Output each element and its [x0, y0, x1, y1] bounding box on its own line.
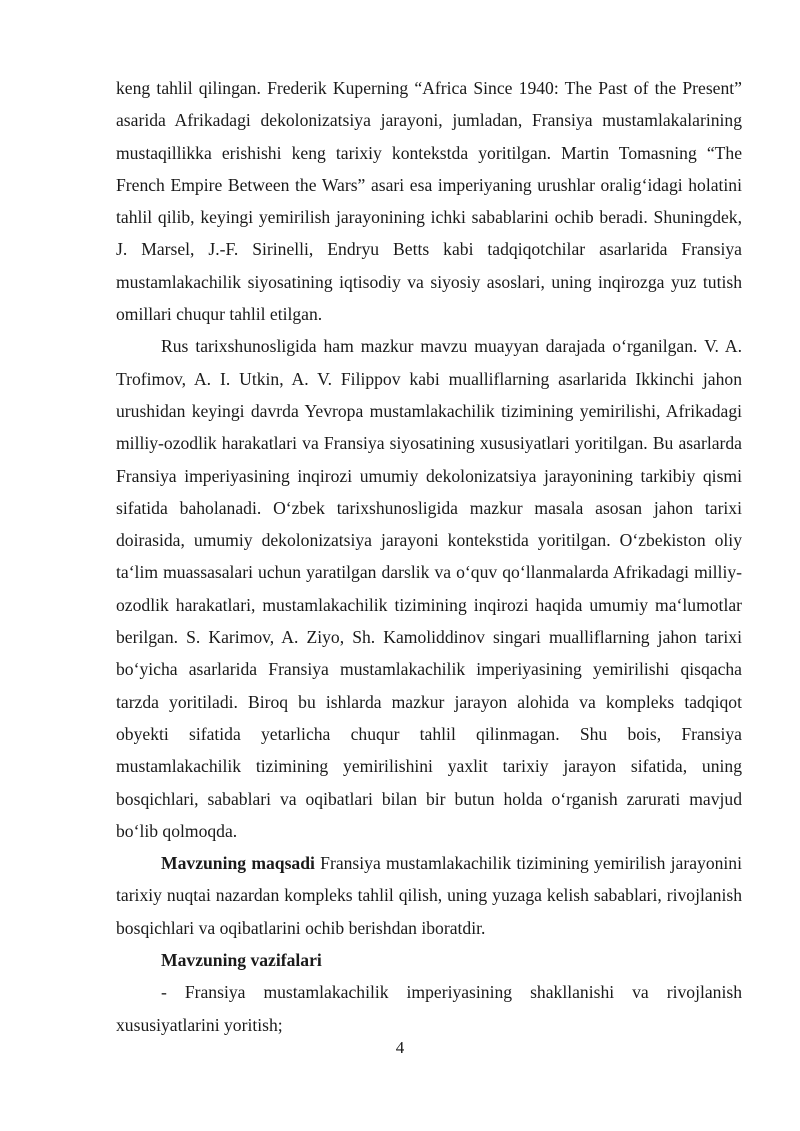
- tasks-heading: Mavzuning vazifalari: [161, 950, 322, 971]
- body-text: [116, 72, 742, 1041]
- paragraph-research-aim: [116, 847, 742, 944]
- aim-heading: Mavzuning maqsadi: [161, 853, 315, 874]
- aim-text: Fransiya mustamlakachilik tizimining yemirilish jarayonini tarixiy nuqtai nazardan kompleks tahlil qilish, uning yuzaga kelish sabablari, rivojlanish bosqichlari va oqibatlarini ochib berishdan iboratdir.: [116, 853, 742, 938]
- paragraph-literature-review-russian-uzbek: Rus tarixshunosligida ham mazkur mavzu muayyan darajada o‘rganilgan. V. A. Trofimov, A. I. Utkin, A. V. Filippov kabi mualliflarning asarlarida Ikkinchi jahon urushidan keyingi davrda Yevropa mustamlakachilik tizimining yemirilishi, Afrikadagi milliy-ozodlik harakatlari va Fransiya siyosatining xususiyatlari yoritilgan. Bu asarlarda Fransiya imperiyasining inqirozi umumiy dekolonizatsiya jarayonining tarkibiy qismi sifatida baholanadi. O‘zbek tarixshunosligida mazkur masala asosan jahon tarixi doirasida, umumiy dekolonizatsiya jarayoni kontekstida yoritilgan. O‘zbekiston oliy ta‘lim muassasalari uchun yaratilgan darslik va o‘quv qo‘llanmalarda Afrikadagi milliy-ozodlik harakatlari, mustamlakachilik tizimining inqirozi haqida umumiy ma‘lumotlar berilgan. S. Karimov, A. Ziyo, Sh. Kamoliddinov singari mualliflarning jahon tarixi bo‘yicha asarlarida Fransiya mustamlakachilik imperiyasining yemirilishi qisqacha tarzda yoritiladi. Biroq bu ishlarda mazkur jarayon alohida va kompleks tadqiqot obyekti sifatida yetarlicha chuqur tahlil qilinmagan. Shu bois, Fransiya mustamlakachilik tizimining yemirilishini yaxlit tarixiy jarayon sifatida, uning bosqichlari, sabablari va oqibatlari bilan bir butun holda o‘rganish zarurati mavjud bo‘lib qolmoqda.: [116, 336, 742, 841]
- page-number: 4: [395, 1038, 405, 1057]
- paragraph-literature-review-west: keng tahlil qilingan. Frederik Kuperning “Africa Since 1940: The Past of the Present” asarida Afrikadagi dekolonizatsiya jarayoni, jumladan, Fransiya mustamlakalarining mustaqillikka erishishi keng tarixiy kontekstda yoritilgan. Martin Tomasning “The French Empire Between the Wars” asari esa imperiyaning urushlar oralig‘idagi holatini tahlil qilib, keyingi yemirilish jarayonining ichki sabablarini ochib beradi. Shuningdek, J. Marsel, J.-F. Sirinelli, Endryu Betts kabi tadqiqotchilar asarlarida Fransiya mustamlakachilik siyosatining iqtisodiy va siyosiy asoslari, uning inqirozga yuz tutish omillari chuqur tahlil etilgan.: [116, 78, 742, 325]
- task-item: - Fransiya mustamlakachilik imperiyasining shakllanishi va rivojlanish xususiyatlarini yoritish;: [116, 982, 742, 1035]
